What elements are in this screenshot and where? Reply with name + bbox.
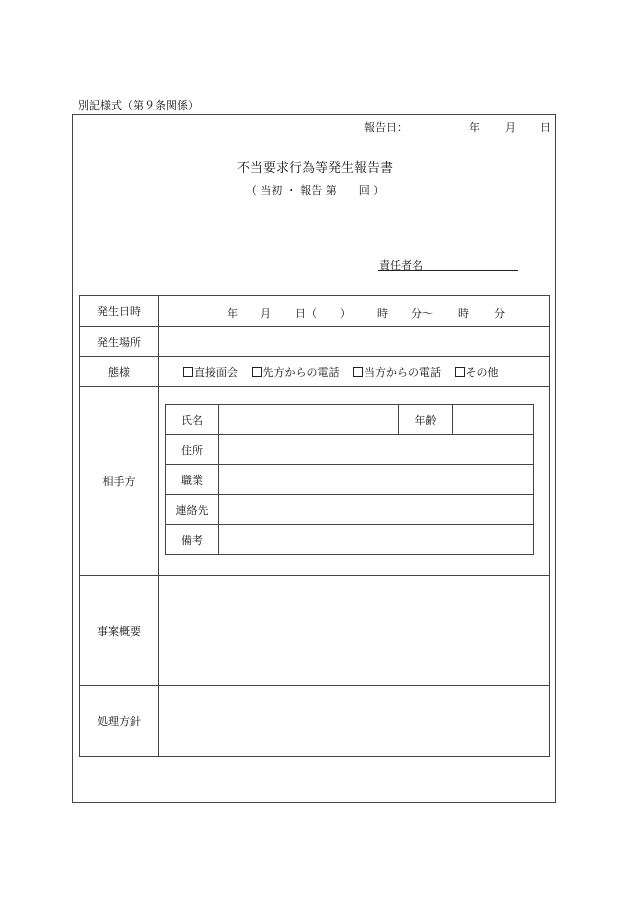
party-name-label: 氏名 (166, 405, 219, 435)
dt-min1: 分～ (411, 306, 433, 320)
mode-option-outgoing-call[interactable]: 当方からの電話 (353, 366, 441, 379)
party-table (165, 404, 534, 555)
party-remarks-label: 備考 (166, 525, 219, 555)
report-date-label: 報告日： (364, 121, 408, 134)
datetime-field[interactable] (159, 296, 550, 327)
report-date-day: 日 (540, 121, 551, 134)
checkbox-icon (353, 367, 363, 377)
mode-label: 態様 (80, 357, 159, 387)
party-name-field[interactable] (219, 405, 399, 435)
form-label: 別記様式（第９条関係） (78, 99, 199, 112)
party-job-field[interactable] (219, 465, 534, 495)
dt-year: 年 (227, 306, 238, 320)
party-address-label: 住所 (166, 435, 219, 465)
place-label: 発生場所 (80, 327, 159, 357)
checkbox-icon (183, 367, 193, 377)
policy-label: 処理方針 (80, 686, 159, 757)
dt-min2: 分 (494, 306, 505, 320)
summary-label: 事案概要 (80, 576, 159, 686)
party-address-field[interactable] (219, 435, 534, 465)
report-date-year: 年 (469, 121, 480, 134)
party-age-label: 年齢 (399, 405, 453, 435)
row-place (80, 327, 550, 357)
row-policy (80, 686, 550, 757)
dt-hour2: 時 (458, 306, 469, 320)
party-row-job (166, 465, 534, 495)
checkbox-icon (455, 367, 465, 377)
row-datetime (80, 296, 550, 327)
party-contact-label: 連絡先 (166, 495, 219, 525)
mode-options (159, 357, 550, 387)
party-label: 相手方 (80, 387, 159, 576)
party-row-remarks (166, 525, 534, 555)
mode-option-direct[interactable]: 直接面会 (183, 366, 238, 379)
dt-hour1: 時 (377, 306, 388, 320)
party-row-name (166, 405, 534, 435)
party-job-label: 職業 (166, 465, 219, 495)
responsible-label: 責任者名 (379, 259, 423, 272)
document-title: 不当要求行為等発生報告書 (236, 161, 393, 176)
responsible-underline (378, 270, 518, 271)
party-age-field[interactable] (453, 405, 534, 435)
party-row-contact (166, 495, 534, 525)
party-contact-field[interactable] (219, 495, 534, 525)
row-summary (80, 576, 550, 686)
dt-paren-close: ） (340, 306, 351, 320)
dt-day: 日（ (295, 306, 317, 320)
summary-field[interactable] (159, 576, 550, 686)
mode-option-other[interactable]: その他 (455, 366, 499, 379)
document-subtitle: （ 当初 ・ 報告 第 回 ） (245, 184, 385, 197)
row-mode (80, 357, 550, 387)
dt-month: 月 (260, 306, 271, 320)
party-remarks-field[interactable] (219, 525, 534, 555)
place-field[interactable] (159, 327, 550, 357)
report-date-month: 月 (505, 121, 516, 134)
datetime-label: 発生日時 (80, 296, 159, 327)
party-row-address (166, 435, 534, 465)
policy-field[interactable] (159, 686, 550, 757)
checkbox-icon (252, 367, 262, 377)
mode-option-incoming-call[interactable]: 先方からの電話 (252, 366, 340, 379)
